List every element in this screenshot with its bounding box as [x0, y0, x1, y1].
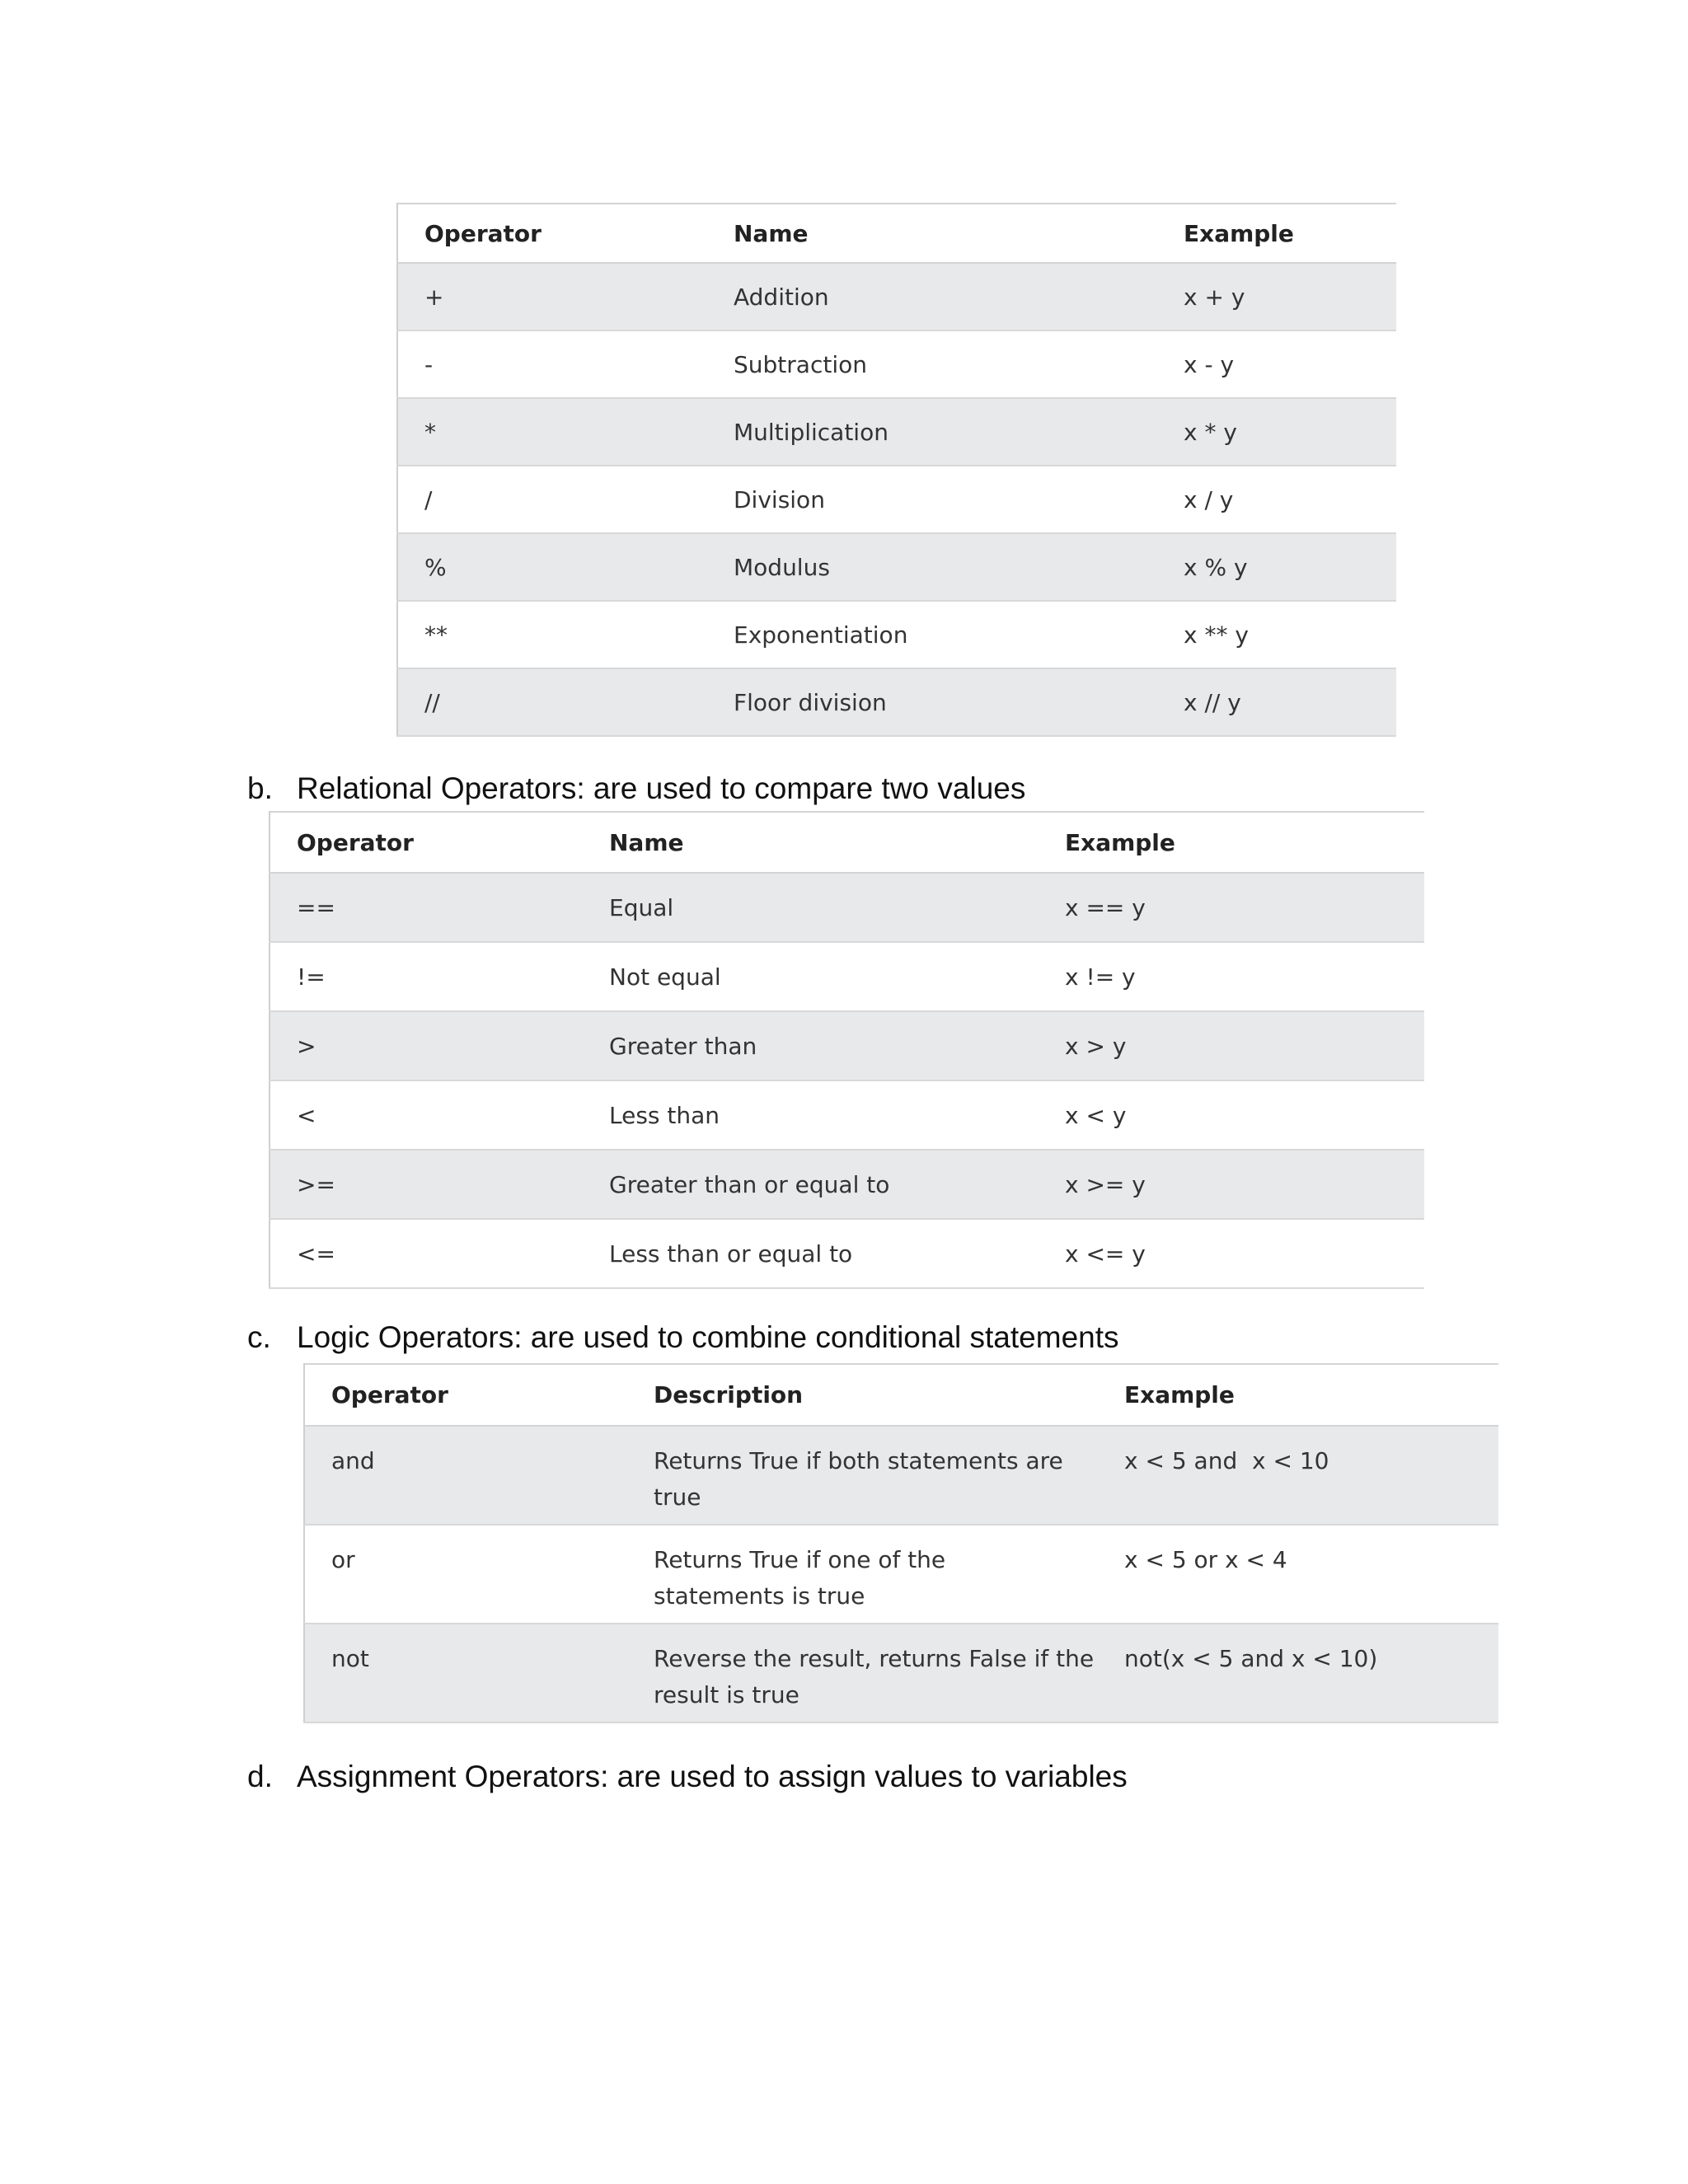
- name-cell: Less than or equal to: [583, 1219, 1039, 1288]
- example-cell: x / y: [1157, 466, 1396, 533]
- example-cell: x < y: [1039, 1080, 1424, 1150]
- example-cell: x < 5 and x < 10: [1098, 1426, 1498, 1525]
- table-row: [397, 533, 1396, 601]
- table-row: [270, 1011, 1424, 1080]
- logic-operators-table: [303, 1363, 1498, 1723]
- table-row: [304, 1525, 1498, 1624]
- table-row: [270, 942, 1424, 1011]
- list-marker: c.: [247, 1320, 271, 1354]
- example-cell: not(x < 5 and x < 10): [1098, 1624, 1498, 1722]
- header-example: Example: [1157, 204, 1396, 263]
- operator-cell: ==: [270, 873, 583, 942]
- operator-cell: //: [397, 668, 707, 736]
- operator-cell: %: [397, 533, 707, 601]
- section-heading-logic: [247, 1320, 1119, 1355]
- section-heading-relational: [247, 771, 1025, 806]
- header-operator: Operator: [397, 204, 707, 263]
- name-cell: Multiplication: [707, 398, 1157, 466]
- table-row: [397, 263, 1396, 330]
- header-example: Example: [1039, 812, 1424, 873]
- operator-cell: +: [397, 263, 707, 330]
- name-cell: Exponentiation: [707, 601, 1157, 668]
- name-cell: Division: [707, 466, 1157, 533]
- table-row: [397, 601, 1396, 668]
- description-cell: Returns True if one of the statements is true: [627, 1525, 1098, 1624]
- header-name: Name: [707, 204, 1157, 263]
- operator-cell: *: [397, 398, 707, 466]
- description-cell: Returns True if both statements are true: [627, 1426, 1098, 1525]
- header-operator: Operator: [304, 1364, 627, 1426]
- operator-cell: /: [397, 466, 707, 533]
- operator-cell: !=: [270, 942, 583, 1011]
- table-row: [397, 668, 1396, 736]
- list-marker: d.: [247, 1760, 273, 1793]
- example-cell: x % y: [1157, 533, 1396, 601]
- table-row: [270, 873, 1424, 942]
- table-header-row: [397, 204, 1396, 263]
- table-row: [270, 1080, 1424, 1150]
- example-cell: x >= y: [1039, 1150, 1424, 1219]
- example-cell: x == y: [1039, 873, 1424, 942]
- header-operator: Operator: [270, 812, 583, 873]
- header-description: Description: [627, 1364, 1098, 1426]
- arithmetic-operators-table: [396, 203, 1396, 737]
- example-cell: x > y: [1039, 1011, 1424, 1080]
- example-cell: x ** y: [1157, 601, 1396, 668]
- operator-cell: <=: [270, 1219, 583, 1288]
- operator-cell: -: [397, 330, 707, 398]
- table-header-row: [270, 812, 1424, 873]
- table-row: [270, 1150, 1424, 1219]
- list-marker: b.: [247, 771, 273, 805]
- operator-cell: or: [304, 1525, 627, 1624]
- name-cell: Not equal: [583, 942, 1039, 1011]
- name-cell: Modulus: [707, 533, 1157, 601]
- operator-cell: >=: [270, 1150, 583, 1219]
- relational-operators-table: [269, 811, 1424, 1289]
- table-row: [397, 398, 1396, 466]
- operator-cell: >: [270, 1011, 583, 1080]
- heading-text: Assignment Operators: are used to assign values to variables: [297, 1760, 1128, 1793]
- table-row: [270, 1219, 1424, 1288]
- table-header-row: [304, 1364, 1498, 1426]
- section-heading-assignment: [247, 1760, 1128, 1794]
- table-row: [304, 1624, 1498, 1722]
- table-row: [304, 1426, 1498, 1525]
- operator-cell: <: [270, 1080, 583, 1150]
- example-cell: x < 5 or x < 4: [1098, 1525, 1498, 1624]
- name-cell: Floor division: [707, 668, 1157, 736]
- example-cell: x - y: [1157, 330, 1396, 398]
- description-cell: Reverse the result, returns False if the result is true: [627, 1624, 1098, 1722]
- example-cell: x + y: [1157, 263, 1396, 330]
- table-row: [397, 466, 1396, 533]
- header-example: Example: [1098, 1364, 1498, 1426]
- operator-cell: not: [304, 1624, 627, 1722]
- name-cell: Equal: [583, 873, 1039, 942]
- heading-text: Relational Operators: are used to compare two values: [297, 771, 1026, 805]
- example-cell: x // y: [1157, 668, 1396, 736]
- operator-cell: **: [397, 601, 707, 668]
- name-cell: Subtraction: [707, 330, 1157, 398]
- table-row: [397, 330, 1396, 398]
- example-cell: x <= y: [1039, 1219, 1424, 1288]
- operator-cell: and: [304, 1426, 627, 1525]
- name-cell: Less than: [583, 1080, 1039, 1150]
- heading-text: Logic Operators: are used to combine conditional statements: [297, 1320, 1119, 1354]
- header-name: Name: [583, 812, 1039, 873]
- example-cell: x * y: [1157, 398, 1396, 466]
- name-cell: Greater than or equal to: [583, 1150, 1039, 1219]
- name-cell: Addition: [707, 263, 1157, 330]
- example-cell: x != y: [1039, 942, 1424, 1011]
- name-cell: Greater than: [583, 1011, 1039, 1080]
